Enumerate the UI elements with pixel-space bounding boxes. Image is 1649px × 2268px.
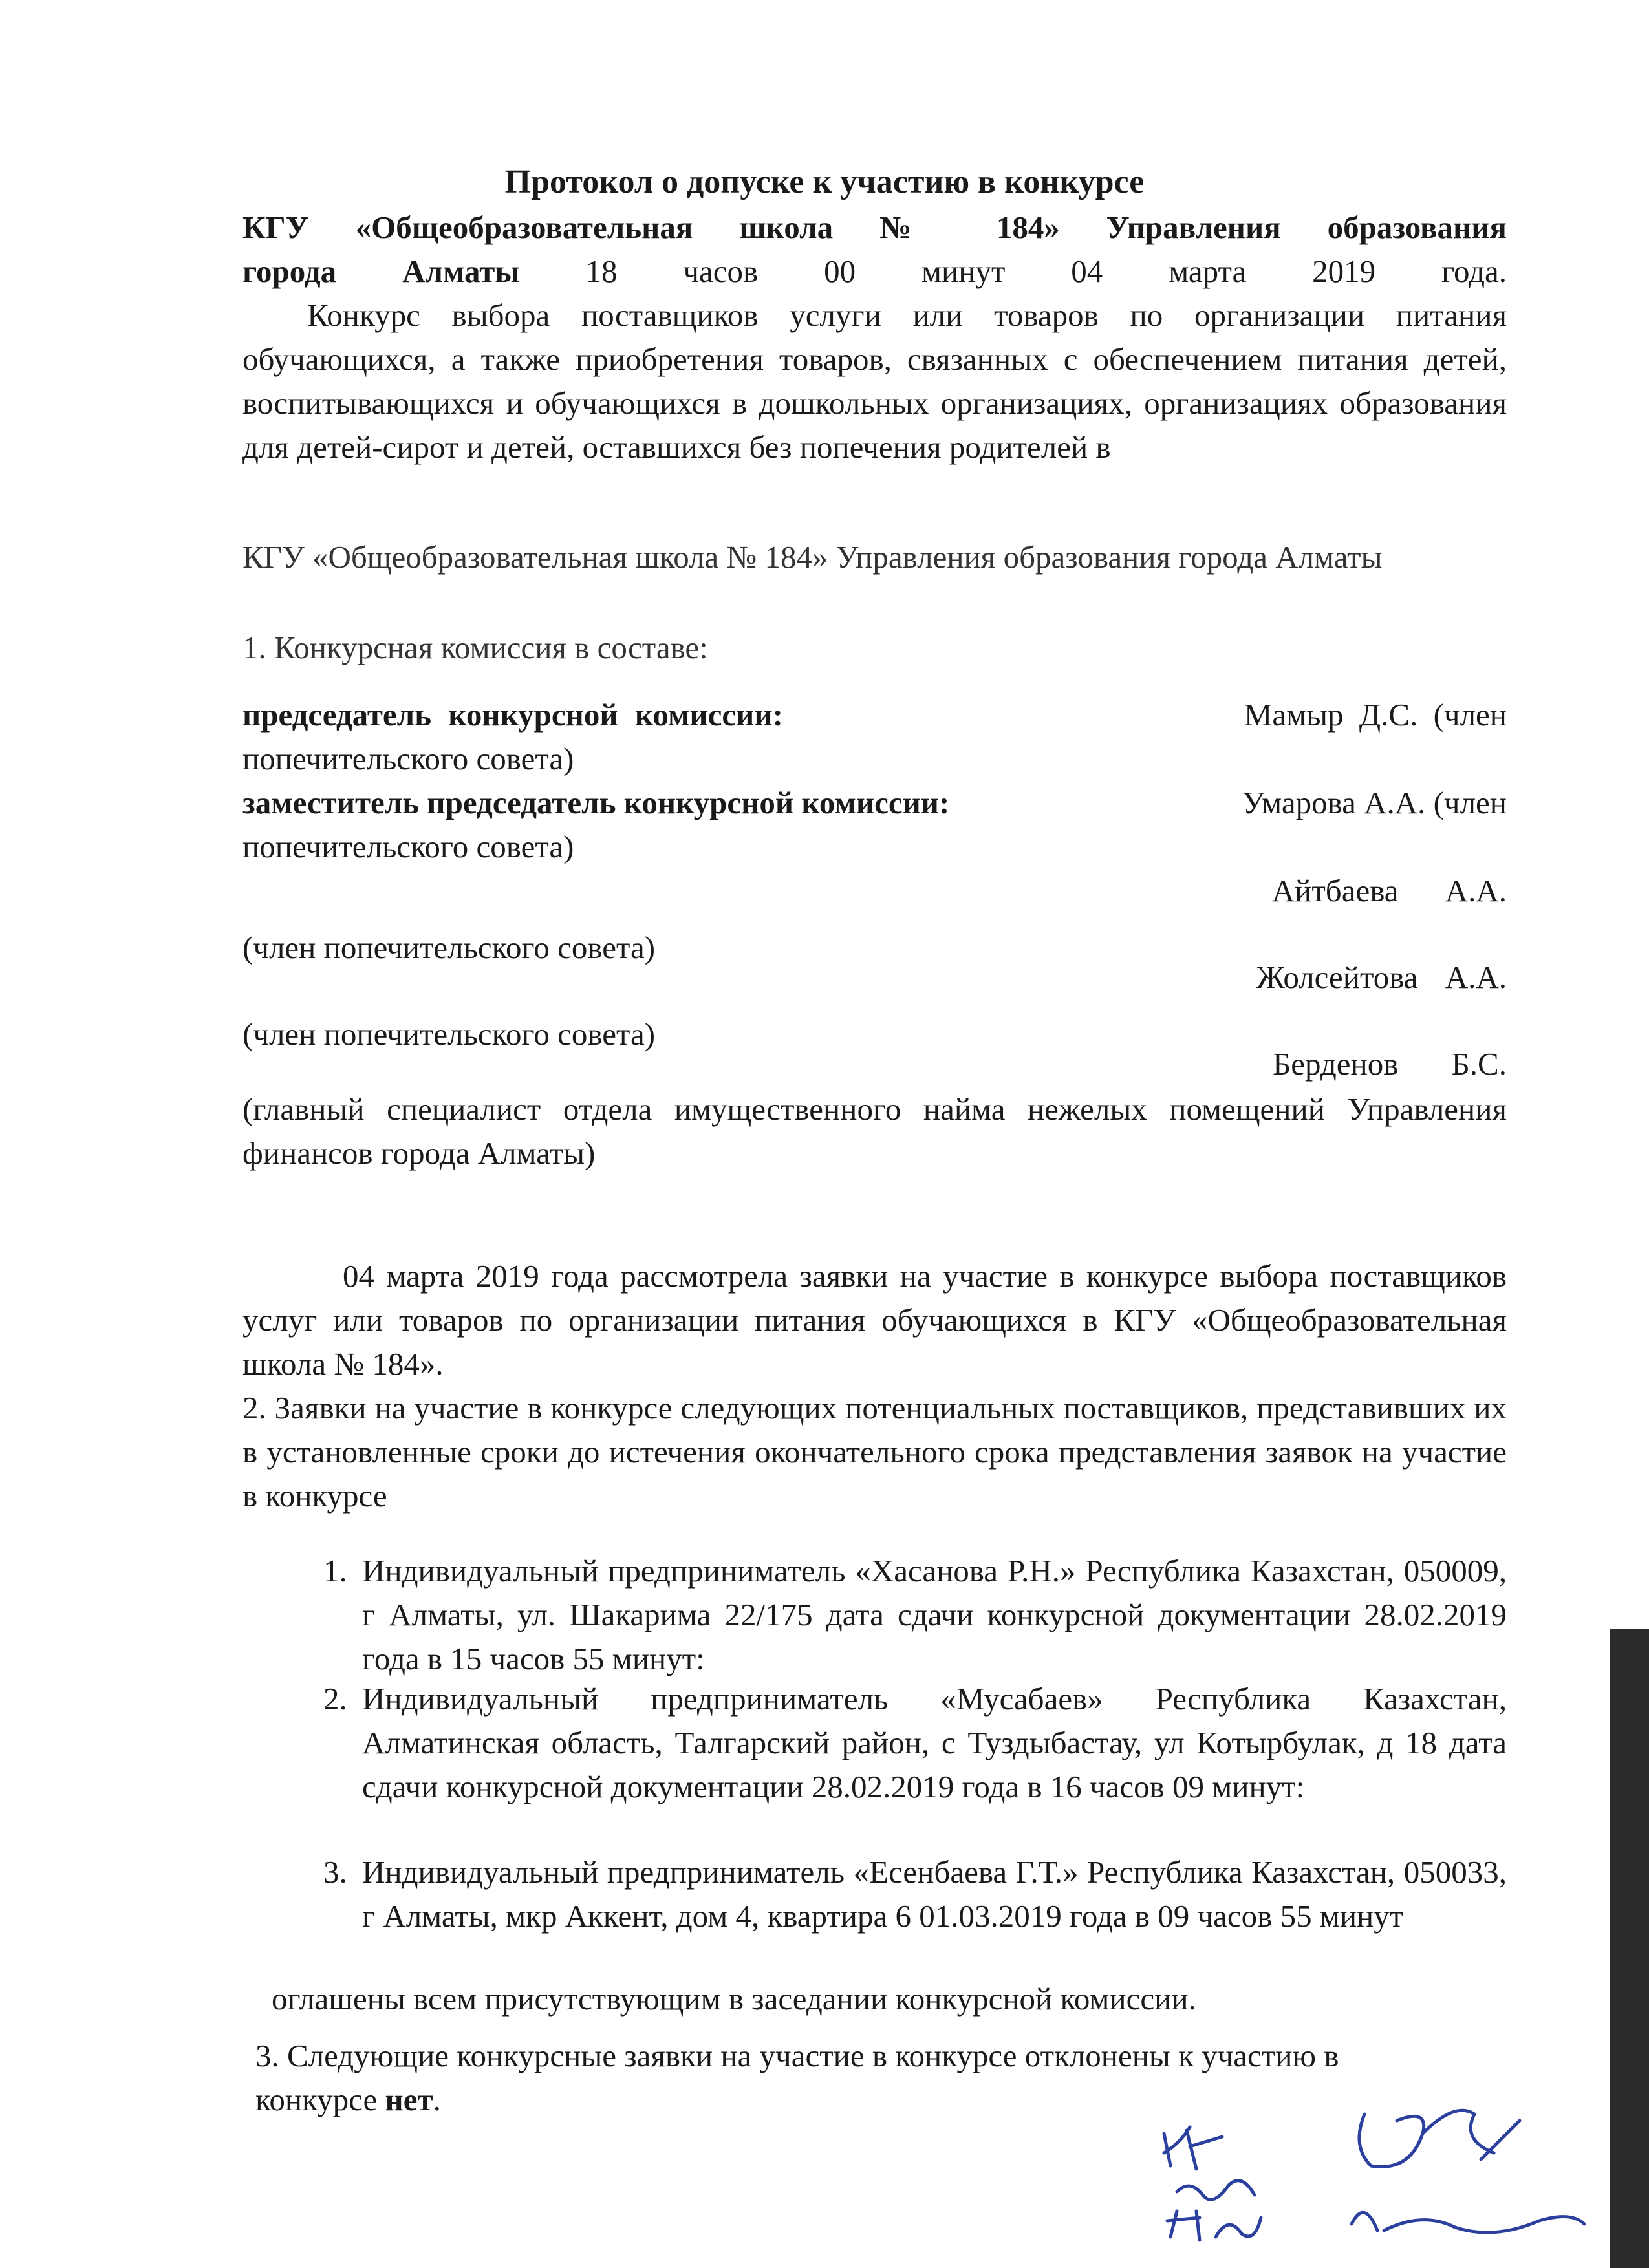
header-line-1: КГУ «Общеобразовательная школа № 184» Управления образования — [242, 209, 1507, 245]
applicant-1-number: 1. — [323, 1553, 347, 1589]
section-3-answer: нет — [385, 2082, 433, 2117]
document-title: Протокол о допуске к участию в конкурсе — [504, 164, 1145, 200]
chair-note: попечительского совета) — [242, 741, 574, 776]
member1-note: (член попечительского совета) — [242, 930, 656, 965]
header-datetime: 18 часов 00 минут 04 марта 2019 года. — [585, 253, 1507, 289]
deputy-role: заместитель председатель конкурсной комиссии: — [242, 785, 950, 820]
deputy-note: попечительского совета) — [242, 829, 574, 864]
intro-paragraph: Конкурс выбора поставщиков услуги или товаров по организации питания обучающихся, а также приобретения товаров, связанных с обеспечением питания детей, воспитывающихся и обучающихся в дошкольных организациях, организациях образования для детей-сирот и детей, оставшихся без попечения родителей в — [242, 297, 1507, 465]
applicant-3-text: Индивидуальный предприниматель «Есенбаева Г.Т.» Республика Казахстан, 050033, г Алматы, мкр Аккент, дом 4, квартира 6 01.03.2019 года в 09 часов 55 минут — [362, 1854, 1507, 1934]
section-2: 2. Заявки на участие в конкурсе следующих потенциальных поставщиков, представивших их в установленные сроки до истечения окончательного срока представления заявок на участие в конкурсе — [242, 1390, 1507, 1514]
applicant-1-text: Индивидуальный предприниматель «Хасанова Р.Н.» Республика Казахстан, 050009, г Алматы, ул. Шакарима 22/175 дата сдачи конкурсной документации 28.02.2019 года в 15 часов 55 минут: — [362, 1553, 1507, 1676]
scan-edge-shadow — [1610, 1629, 1649, 2268]
section-3-period: . — [433, 2082, 441, 2117]
review-paragraph: 04 марта 2019 года рассмотрела заявки на участие в конкурсе выбора поставщиков услуг или товаров по организации питания обучающихся в КГУ «Общеобразовательная школа № 184». — [242, 1258, 1507, 1382]
section-3-text: 3. Следующие конкурсные заявки на участие в конкурсе отклонены к участию в конкурсе — [255, 2038, 1339, 2117]
member2-note: (член попечительского совета) — [242, 1016, 656, 1052]
chair-name: Мамыр Д.С. (член — [1244, 697, 1507, 733]
member1-name: Айтбаева А.А. — [1271, 873, 1507, 908]
chair-role: председатель конкурсной комиссии: — [242, 697, 783, 733]
applicant-2-number: 2. — [323, 1681, 347, 1717]
commission-heading: 1. Конкурсная комиссия в составе: — [242, 630, 708, 665]
applicant-3-number: 3. — [323, 1854, 347, 1890]
member2-name: Жолсейтова А.А. — [1256, 959, 1507, 995]
header-line-2 — [242, 250, 1507, 294]
member3-note: (главный специалист отдела имущественного найма нежелых помещений Управления финансов города Алматы) — [242, 1091, 1507, 1171]
applicant-2-text: Индивидуальный предприниматель «Мусабаев» Республика Казахстан, Алматинская область, Талгарский район, с Туздыбастау, ул Котырбулак, д 18 дата сдачи конкурсной документации 28.02.2019 года в 16 часов 09 минут: — [362, 1681, 1507, 1804]
header-city: города Алматы — [242, 253, 520, 289]
org-line: КГУ «Общеобразовательная школа № 184» Управления образования города Алматы — [242, 539, 1383, 575]
deputy-name: Умарова А.А. (член — [1242, 785, 1507, 820]
signature-2-icon — [1326, 2095, 1610, 2263]
member3-name: Берденов Б.С. — [1273, 1046, 1507, 1082]
announced-line: оглашены всем присутствующим в заседании конкурсной комиссии. — [272, 1981, 1196, 2017]
